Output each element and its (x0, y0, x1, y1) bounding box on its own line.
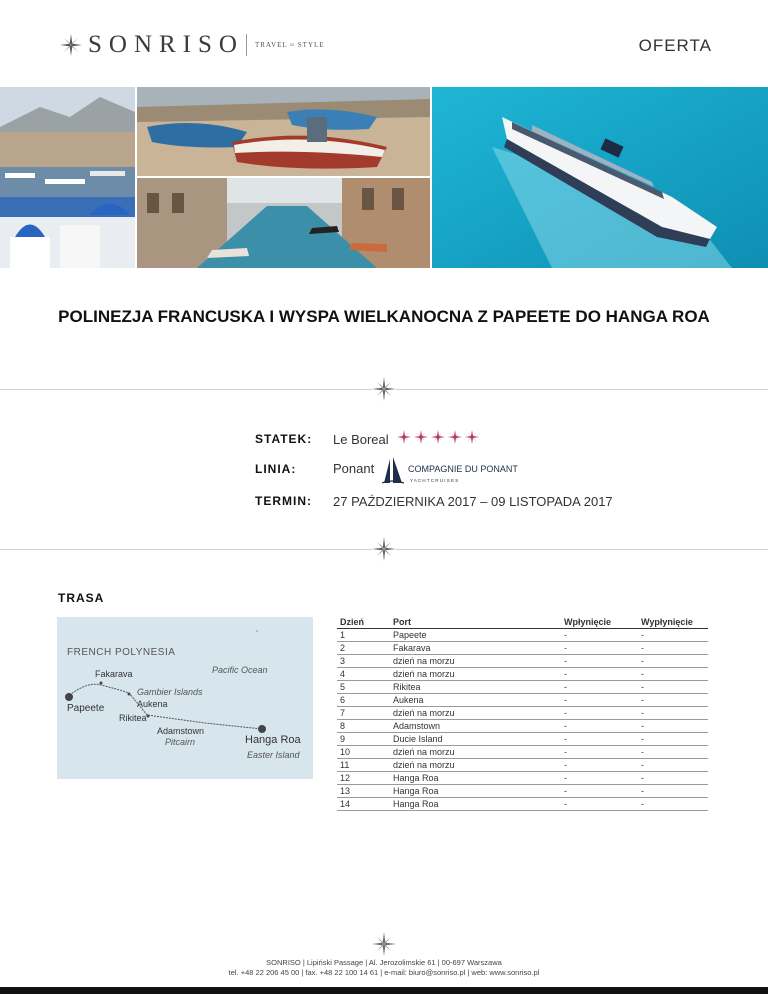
cell-arrival: - (561, 720, 638, 733)
cell-arrival: - (561, 681, 638, 694)
table-row (337, 772, 708, 785)
cell-day: 3 (337, 655, 390, 668)
cell-arrival: - (561, 772, 638, 785)
star-icon (397, 430, 411, 444)
logo-separator (246, 34, 247, 56)
table-header-row (337, 615, 708, 629)
cell-port: dzień na morzu (390, 707, 561, 720)
cell-port: Fakarava (390, 642, 561, 655)
ponant-logo-subtext: Y A C H T C R U I S E S (410, 478, 459, 483)
route-heading: TRASA (58, 591, 105, 605)
bottom-bar (0, 987, 768, 994)
cell-day: 4 (337, 668, 390, 681)
cell-port: dzień na morzu (390, 759, 561, 772)
term-value: 27 PAŹDZIERNIKA 2017 – 09 LISTOPADA 2017 (333, 494, 613, 509)
cell-arrival: - (561, 785, 638, 798)
star-icon (448, 430, 462, 444)
column-header-arrival: Wpłynięcie (561, 615, 638, 629)
cell-departure: - (638, 629, 708, 642)
cell-day: 1 (337, 629, 390, 642)
cell-port: dzień na morzu (390, 668, 561, 681)
cell-departure: - (638, 746, 708, 759)
cell-departure: - (638, 707, 708, 720)
table-row (337, 785, 708, 798)
photo-venice-canal (137, 178, 430, 268)
star-icon (431, 430, 445, 444)
map-marker-hanga-roa (258, 725, 266, 733)
ponant-logo-text: COMPAGNIE DU PONANT (408, 464, 518, 474)
photo-boats-beach (137, 87, 430, 176)
cell-port: Ducie Island (390, 733, 561, 746)
photo-greek-harbour (0, 87, 135, 268)
cell-departure: - (638, 668, 708, 681)
brand-name: SONRISO (88, 31, 244, 58)
cell-departure: - (638, 759, 708, 772)
cell-day: 10 (337, 746, 390, 759)
footer-contact-details: tel. +48 22 206 45 00 | fax. +48 22 100 14 61 | e-mail: biuro@sonriso.pl | web: www.sonriso.pl (228, 968, 540, 977)
document-label: OFERTA (638, 36, 712, 55)
section-divider (0, 537, 768, 561)
table-row (337, 694, 708, 707)
cell-day: 9 (337, 733, 390, 746)
table-row (337, 720, 708, 733)
cell-departure: - (638, 733, 708, 746)
map-label-rikitea: Rikitea (119, 713, 147, 723)
table-row (337, 681, 708, 694)
map-label-fakarava: Fakarava (95, 669, 133, 679)
ship-value: Le Boreal (333, 432, 389, 447)
table-row (337, 746, 708, 759)
cell-departure: - (638, 785, 708, 798)
cell-port: dzień na morzu (390, 655, 561, 668)
cell-port: Aukena (390, 694, 561, 707)
map-marker-papeete (65, 693, 73, 701)
compass-star-icon (60, 34, 82, 56)
map-label-adamstown: Adamstown (157, 726, 205, 736)
cell-arrival: - (561, 642, 638, 655)
map-label-easter-island: Easter Island (247, 750, 300, 760)
cell-port: Hanga Roa (390, 772, 561, 785)
cell-departure: - (638, 798, 708, 811)
route-map (57, 617, 313, 779)
cell-day: 13 (337, 785, 390, 798)
map-label-aukena: Aukena (137, 699, 168, 709)
ponant-logo (382, 457, 527, 485)
map-marker-rikitea (147, 715, 150, 718)
cell-day: 12 (337, 772, 390, 785)
cell-departure: - (638, 720, 708, 733)
itinerary-body (337, 629, 708, 811)
table-row (337, 655, 708, 668)
cell-arrival: - (561, 707, 638, 720)
star-icon (465, 430, 479, 444)
cell-arrival: - (561, 629, 638, 642)
cell-day: 7 (337, 707, 390, 720)
cell-day: 5 (337, 681, 390, 694)
column-header-port: Port (390, 615, 561, 629)
cell-departure: - (638, 642, 708, 655)
line-value: Ponant (333, 461, 375, 476)
map-label-papeete: Papeete (67, 703, 105, 714)
compass-star-icon (372, 537, 396, 561)
table-row (337, 759, 708, 772)
itinerary-table (337, 615, 708, 811)
cell-port: Papeete (390, 629, 561, 642)
section-divider (0, 377, 768, 401)
table-row (337, 629, 708, 642)
cell-arrival: - (561, 694, 638, 707)
cell-port: Rikitea (390, 681, 561, 694)
map-label-pitcairn: Pitcairn (165, 737, 196, 747)
cell-arrival: - (561, 655, 638, 668)
page-title: POLINEZJA FRANCUSKA I WYSPA WIELKANOCNA Z PAPEETE DO HANGA ROA (58, 307, 710, 326)
cell-day: 8 (337, 720, 390, 733)
map-label-gambier: Gambier Islands (137, 687, 203, 697)
cell-port: Adamstown (390, 720, 561, 733)
column-header-departure: Wypłynięcie (638, 615, 708, 629)
map-label-ocean: Pacific Ocean (212, 665, 268, 675)
column-header-day: Dzień (337, 615, 390, 629)
cell-arrival: - (561, 798, 638, 811)
cell-departure: - (638, 772, 708, 785)
cell-departure: - (638, 681, 708, 694)
map-label-region: FRENCH POLYNESIA (67, 647, 176, 658)
cell-arrival: - (561, 746, 638, 759)
line-label: LINIA: (255, 462, 297, 476)
map-label-hanga-roa: Hanga Roa (245, 734, 301, 746)
cell-arrival: - (561, 733, 638, 746)
compass-star-icon (372, 377, 396, 401)
photo-cruise-ship (432, 87, 768, 268)
cell-arrival: - (561, 759, 638, 772)
cell-day: 11 (337, 759, 390, 772)
cell-arrival: - (561, 668, 638, 681)
table-row (337, 798, 708, 811)
cell-day: 6 (337, 694, 390, 707)
ship-label: STATEK: (255, 432, 313, 446)
footer-ornament (0, 932, 768, 956)
map-marker-aukena (128, 693, 131, 696)
table-row (337, 642, 708, 655)
table-row (337, 707, 708, 720)
term-label: TERMIN: (255, 494, 312, 508)
cell-day: 2 (337, 642, 390, 655)
star-icon (414, 430, 428, 444)
footer-contact (0, 958, 768, 978)
footer-address: SONRISO | Lipiński Passage | Al. Jerozolimskie 61 | 00-697 Warszawa (266, 958, 502, 967)
brand-tagline: TRAVEL ≈ STYLE (254, 41, 325, 49)
cell-port: Hanga Roa (390, 798, 561, 811)
cell-departure: - (638, 694, 708, 707)
table-row (337, 668, 708, 681)
compass-star-icon (372, 932, 396, 956)
map-marker-fakarava (100, 682, 103, 685)
brand-logo (60, 30, 325, 60)
cell-departure: - (638, 655, 708, 668)
cell-port: dzień na morzu (390, 746, 561, 759)
table-row (337, 733, 708, 746)
cell-day: 14 (337, 798, 390, 811)
ship-rating (397, 430, 479, 444)
cell-port: Hanga Roa (390, 785, 561, 798)
